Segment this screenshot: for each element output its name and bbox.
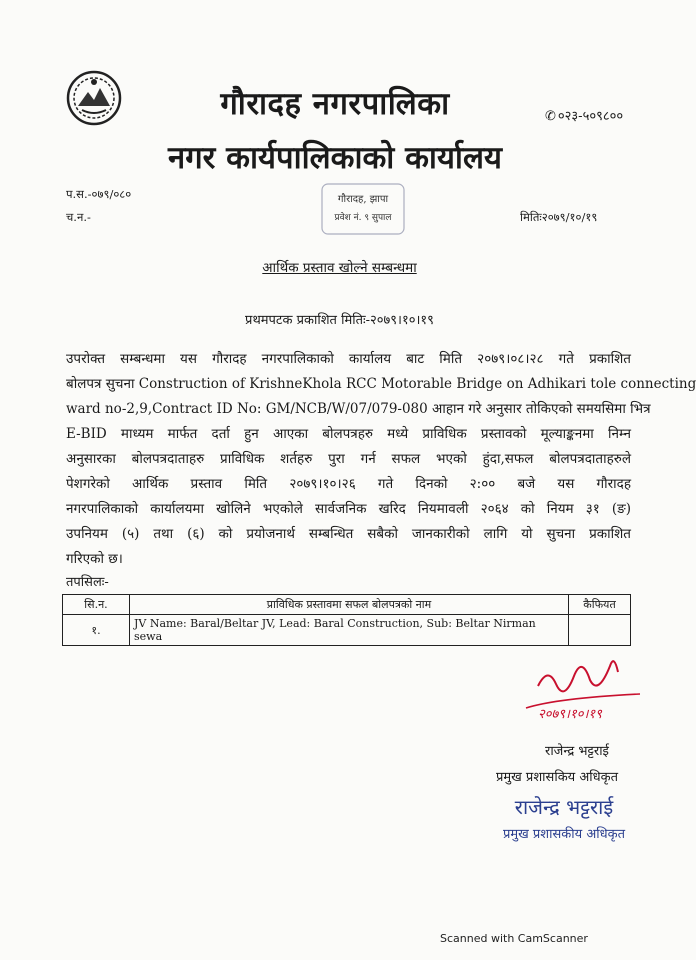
body-line: ward no-2,9,Contract ID No: GM/NCB/W/07/079-080 आहान गरे अनुसार तोकिएको समयसिमा भित्र [66, 401, 651, 417]
first-published-date: प्रथमपटक प्रकाशित मितिः-२०७९।१०।१९ [245, 313, 434, 328]
received-stamp [318, 178, 408, 242]
signatory-name: राजेन्द्र भट्टराई [545, 744, 609, 759]
office-name: नगर कार्यपालिकाको कार्यालय [168, 140, 502, 176]
header-serial: सि.न. [63, 595, 130, 615]
body-line: नगरपालिकाको कार्यालयमा खोलिने भएकोले सार्वजनिक खरिद नियमावली २०६४ को नियम ३१ (ङ) [66, 501, 631, 517]
body-line: उपनियम (५) तथा (६) को प्रयोजनार्थ सम्बन्धित सबैको जानकारीको लागि यो सुचना प्रकाशित [66, 526, 631, 542]
body-line: पेशगरेको आर्थिक प्रस्ताव मिति २०७९।१०।२६ गते दिनको २:०० बजे यस गौरादह [66, 476, 631, 492]
nepal-emblem-icon [66, 70, 122, 126]
phone-value: ०२३-५०९८०० [557, 109, 624, 124]
header-bidder-name: प्राविधिक प्रस्तावमा सफल बोलपत्रको नाम [130, 595, 569, 615]
body-line: उपरोक्त सम्बन्धमा यस गौरादह नगरपालिकाको कार्यालय बाट मिति २०७९।०८।२८ गते प्रकाशित [66, 351, 631, 367]
signatory-title: प्रमुख प्रशासकिय अधिकृत [496, 770, 619, 785]
letter-date: मितिः२०७९/१०/१९ [520, 210, 598, 224]
cell-bidder-name: JV Name: Baral/Beltar JV, Lead: Baral Construction, Sub: Beltar Nirman sewa [130, 615, 569, 646]
notice-body [66, 347, 696, 572]
scanner-footer: Scanned with CamScanner [440, 932, 588, 945]
table-header-row [63, 595, 631, 615]
phone-number [545, 106, 623, 124]
official-stamp-title: प्रमुख प्रशासकीय अधिकृत [502, 827, 626, 842]
official-stamp [474, 790, 654, 850]
received-stamp-line2: प्रवेश नं. ९ सुपाल [334, 213, 392, 223]
table-row [63, 615, 631, 646]
chalani-number: च.न.- [66, 210, 91, 224]
subject-text: आर्थिक प्रस्ताव खोल्ने सम्बन्धमा [262, 260, 417, 276]
cell-remarks [569, 615, 631, 646]
body-line: बोलपत्र सुचना Construction of KrishneKhola RCC Motorable Bridge on Adhikari tole connecting [66, 376, 696, 392]
details-label: तपसिलः- [66, 575, 109, 590]
cell-serial: १. [63, 615, 130, 646]
signature-date: २०७९।१०।१९ [538, 707, 602, 722]
header-remarks: कैफियत [569, 595, 631, 615]
reference-number: प.स.-०७९/०८० [66, 187, 132, 201]
handwritten-signature [518, 646, 648, 728]
official-stamp-name: राजेन्द्र भट्टराई [514, 795, 614, 819]
body-line: E-BID माध्यम मार्फत दर्ता हुन आएका बोलपत्रहरु मध्ये प्राविधिक प्रस्तावको मूल्याङ्कनमा निम्न [66, 426, 631, 442]
received-stamp-line1: गौरादह, झापा [337, 194, 389, 205]
municipality-name: गौरादह नगरपालिका [220, 86, 450, 122]
phone-icon: ✆ [545, 109, 556, 124]
subject-line [0, 258, 679, 276]
successful-bidders-table [62, 594, 631, 646]
body-line: अनुसारका बोलपत्रदाताहरु प्राविधिक शर्तहरु पुरा गर्न सफल भएको हुंदा,सफल बोलपत्रदाताहरुले [66, 451, 631, 467]
body-line: गरिएको छ। [66, 551, 123, 567]
